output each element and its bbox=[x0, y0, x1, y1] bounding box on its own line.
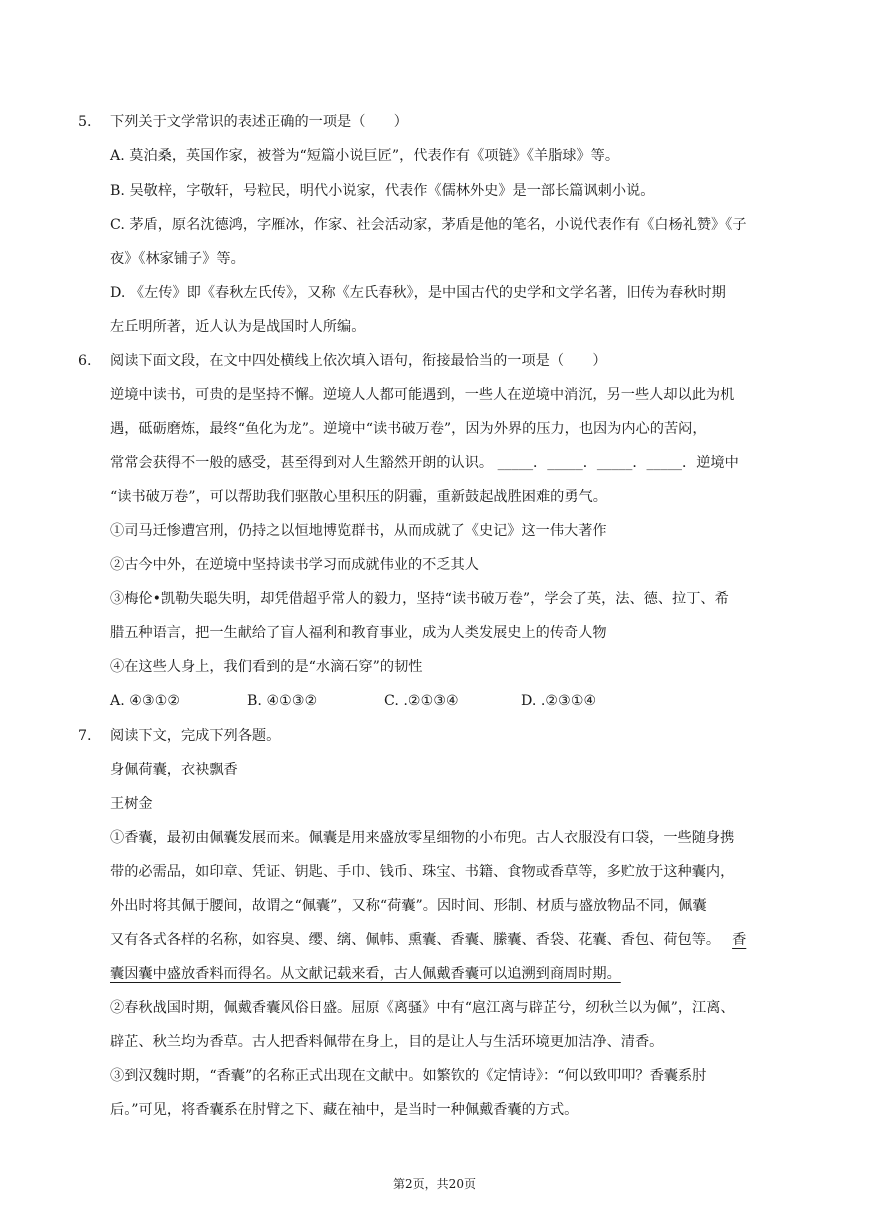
article-p1-line3: 外出时将其佩于腰间，故谓之“佩囊”，又称“荷囊”。因时间、形制、材质与盛放物品不同，佩囊 bbox=[110, 898, 707, 914]
article-p3-line2: 后。”可见，将香囊系在肘臂之下、藏在袖中，是当时一种佩戴香囊的方式。 bbox=[110, 1102, 579, 1118]
question-7-number: 7. bbox=[78, 728, 92, 744]
question-6-sentence-3-line1: ③梅伦•凯勒失聪失明，却凭借超乎常人的毅力，坚持“读书破万卷”，学会了英，法、德、拉丁、希 bbox=[110, 591, 729, 607]
article-p1-line4-text: 又有各式各样的名称，如容臭、缨、缡、佩帏、熏囊、香囊、縢囊、香袋、花囊、香包、荷包等。 bbox=[110, 932, 721, 948]
article-p3-line1: ③到汉魏时期，“香囊”的名称正式出现在文献中。如繁钦的《定情诗》：“何以致叩叩？香囊系肘 bbox=[110, 1068, 707, 1084]
question-5-option-d-line2: 左丘明所著，近人认为是战国时人所编。 bbox=[110, 319, 366, 335]
question-5-option-b: B. 吴敬梓，字敬轩，号粒民，明代小说家，代表作《儒林外史》是一部长篇讽刺小说。 bbox=[110, 183, 655, 199]
question-5-stem: 下列关于文学常识的表述正确的一项是（ ） bbox=[110, 114, 408, 130]
question-6-choice-c: C. .②①③④ bbox=[384, 693, 459, 709]
question-6-sentence-1: ①司马迁惨遭宫刑，仍持之以恒地博览群书，从而成就了《史记》这一伟大著作 bbox=[110, 523, 607, 539]
question-5-option-c-line2: 夜》《林家铺子》等。 bbox=[110, 251, 245, 267]
article-p1-underlined-sentence: 囊因囊中盛放香料而得名。从文献记载来看，古人佩戴香囊可以追溯到商周时期。 bbox=[110, 966, 621, 982]
article-title: 身佩荷囊，衣袂飘香 bbox=[110, 762, 238, 778]
question-6-choice-a: A. ④③①② bbox=[110, 693, 181, 709]
page-footer: 第2页，共20页 bbox=[393, 1177, 476, 1191]
question-5-option-d-line1: D. 《左传》即《春秋左氏传》，又称《左氏春秋》，是中国古代的史学和文学名著，旧传为春秋时期 bbox=[110, 285, 726, 301]
article-p1-underlined-start: 香 bbox=[732, 932, 747, 948]
question-5-number: 5. bbox=[78, 114, 92, 130]
article-p1-line1: ①香囊，最初由佩囊发展而来。佩囊是用来盛放零星细物的小布兜。古人衣服没有口袋，一些随身携 bbox=[110, 830, 735, 846]
article-p2-line2: 辟芷、秋兰均为香草。古人把香料佩带在身上，目的是让人与生活环境更加洁净、清香。 bbox=[110, 1034, 664, 1050]
question-5-option-a: A. 莫泊桑，英国作家，被誉为“短篇小说巨匠”，代表作有《项链》《羊脂球》等。 bbox=[110, 148, 620, 164]
question-6-sentence-2: ②古今中外，在逆境中坚持读书学习而成就伟业的不乏其人 bbox=[110, 557, 479, 573]
question-6-passage-line1: 逆境中读书，可贵的是坚持不懈。逆境人人都可能遇到，一些人在逆境中消沉，另一些人却以此为机 bbox=[110, 387, 735, 403]
question-6-number: 6. bbox=[78, 353, 92, 369]
question-6-sentence-4: ④在这些人身上，我们看到的是“水滴石穿”的韧性 bbox=[110, 659, 423, 675]
question-5-option-c-line1: C. 茅盾，原名沈德鸿，字雁冰，作家、社会活动家，茅盾是他的笔名，小说代表作有《白杨礼赞》《子 bbox=[110, 217, 747, 233]
question-7-stem: 阅读下文，完成下列各题。 bbox=[110, 728, 281, 744]
question-6-choice-b: B. ④①③② bbox=[247, 693, 318, 709]
article-p1-line2: 带的必需品，如印章、凭证、钥匙、手巾、钱币、珠宝、书籍、食物或香草等，多贮放于这种囊内， bbox=[110, 864, 735, 880]
question-6-sentence-3-line2: 腊五种语言，把一生献给了盲人福利和教育事业，成为人类发展史上的传奇人物 bbox=[110, 625, 607, 641]
question-6-passage-line3: 常常会获得不一般的感受，甚至得到对人生豁然开朗的认识。 _____．_____．_____．_____．逆境中 bbox=[110, 455, 739, 471]
question-6-passage-line2: 遇，砥砺磨炼，最终“鱼化为龙”。逆境中“读书破万卷”，因为外界的压力，也因为内心的苦闷， bbox=[110, 421, 707, 437]
question-6-passage-line4: “读书破万卷”，可以帮助我们驱散心里积压的阴霾，重新鼓起战胜困难的勇气。 bbox=[110, 489, 607, 505]
question-6-stem: 阅读下面文段，在文中四处横线上依次填入语句，衔接最恰当的一项是（ ） bbox=[110, 353, 607, 369]
article-author: 王树金 bbox=[110, 796, 153, 812]
question-6-choice-d: D. .②③①④ bbox=[521, 693, 597, 709]
article-p2-line1: ②春秋战国时期，佩戴香囊风俗日盛。屈原《离骚》中有“扈江离与辟芷兮，纫秋兰以为佩”，江离、 bbox=[110, 1000, 735, 1016]
article-p1-line4 bbox=[110, 930, 746, 950]
